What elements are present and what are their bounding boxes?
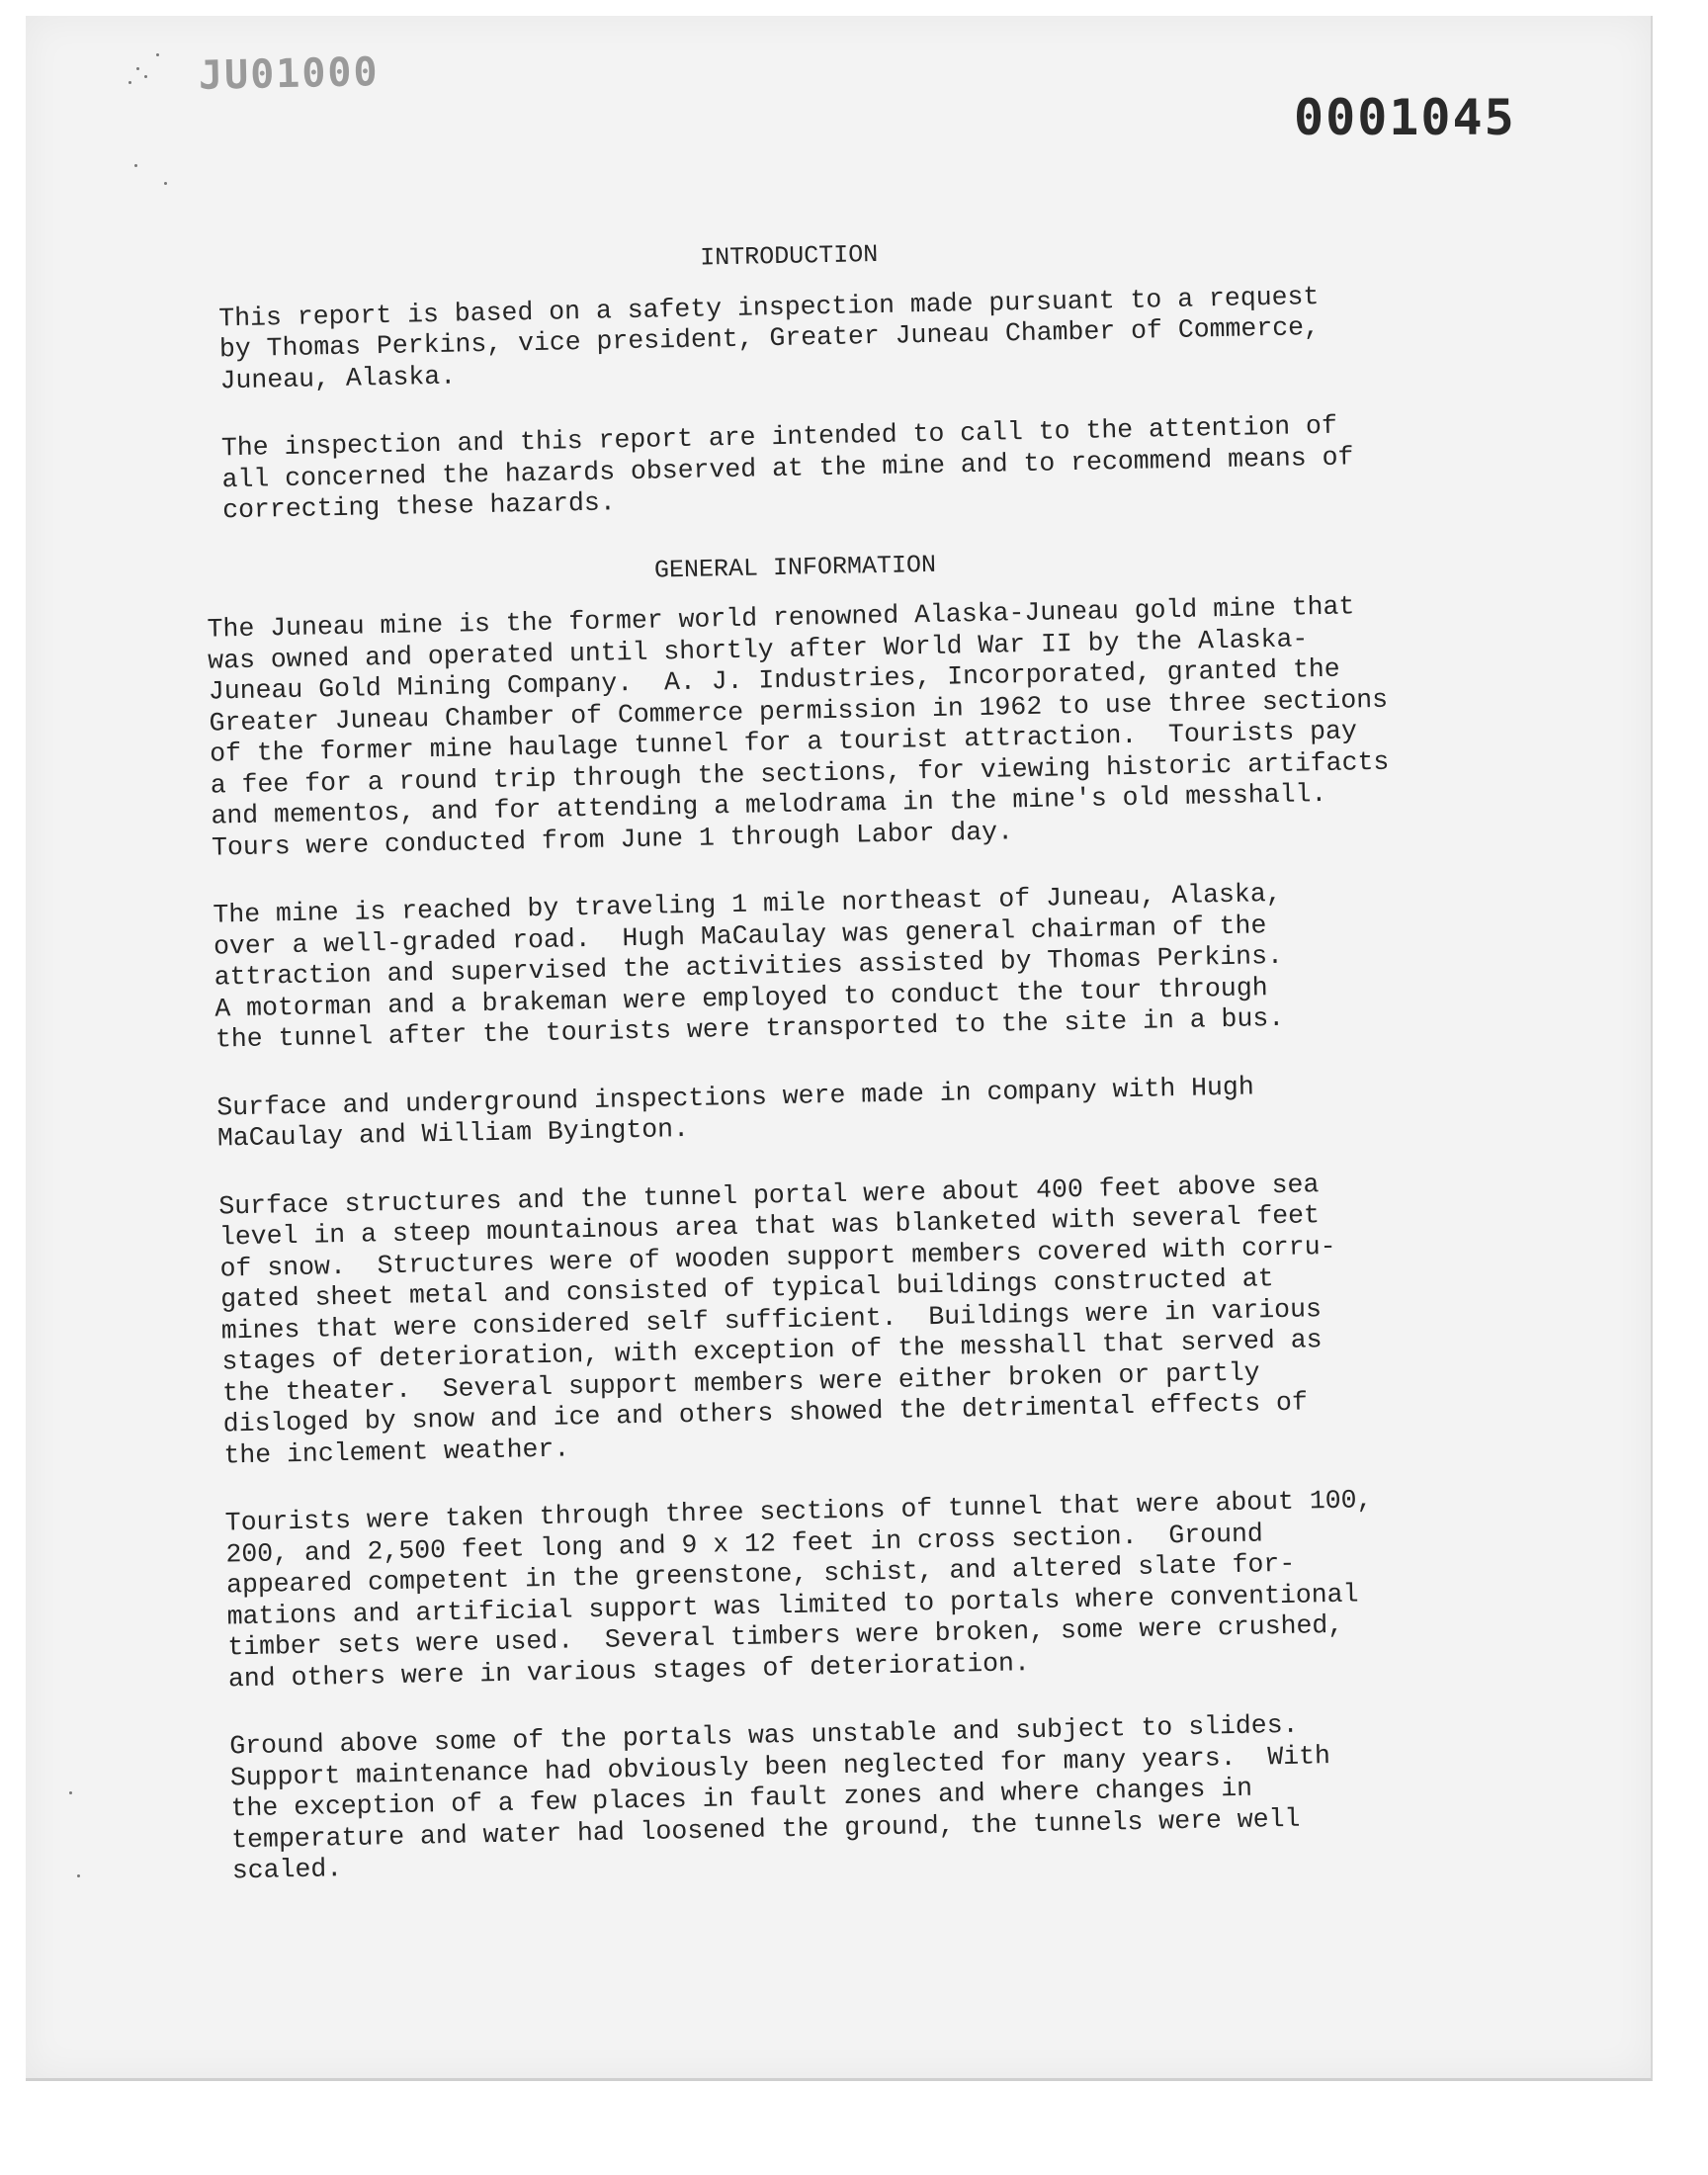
paragraph: Tourists were taken through three sections of tunnel that were about 100, 200, and 2,500 feet long and 9 x 12 feet in cross section. Ground appeared competent in the greenstone, schist, and altered slate for- mations and artificial support was limited to portals where conventional timber sets were used. Several timbers were broken, some were crushed, and others were in various stages of deterioration. [224,1485,1373,1694]
document-body [186,227,1504,1924]
paragraph: The inspection and this report are intended to call to the attention of all concerned the hazards observed at the mine and to recommend means of correcting these hazards. [220,410,1354,526]
scan-speck [144,75,147,78]
paragraph: The mine is reached by traveling 1 mile northeast of Juneau, Alaska, over a well-graded road. Hugh MaCaulay was general chairman of the attraction and supervised the activities assisted by Thomas Perkins. A motorman and a brakeman were employed to conduct the tour through the tunnel after the tourists were transported to the site in a bus. [213,878,1285,1055]
paragraph: The Juneau mine is the former world renowned Alaska-Juneau gold mine that was owned and operated until shortly after World War II by the Alaska- Juneau Gold Mining Company. A. J. Industries, Incorporated, granted the Greater Juneau Chamber of Commerce permission in 1962 to use three sections of the former mine haulage tunnel for a tourist attraction. Tourists pay a fee for a round trip through the sections, for viewing historic artifacts and mementos, and for attending a melodrama in the mine's old messhall. Tours were conducted from June 1 through Labor day. [207,591,1390,863]
section-heading-introduction: INTRODUCTION [699,239,879,273]
paragraph: Ground above some of the portals was unstable and subject to slides. Support maintenance had obviously been neglected for many years. With the exception of a few places in fault zones and where changes in temperature and water had loosened the ground, the tunnels were well scaled. [229,1709,1331,1886]
scan-speck [156,53,159,56]
scan-speck [128,81,131,84]
scan-speck [77,1874,80,1877]
scan-speck [164,182,167,185]
paragraph: This report is based on a safety inspection made pursuant to a request by Thomas Perkins, vice president, Greater Juneau Chamber of Commerce, Juneau, Alaska. [218,281,1321,395]
scan-speck [134,164,137,167]
scan-speck [69,1791,72,1794]
document-page [26,16,1653,2081]
paragraph: Surface and underground inspections were made in company with Hugh MaCaulay and William Byington. [216,1071,1255,1154]
page-number-stamp: 0001045 [1294,89,1516,146]
scan-speck [136,67,139,70]
file-number-stamp: JU01000 [198,49,381,99]
paragraph: Surface structures and the tunnel portal were about 400 feet above sea level in a steep mountainous area that was blanketed with several feet of snow. Structures were of wooden support members covered with corru- gated sheet metal and consisted of typical buildings constructed at mines that were considered self sufficient. Buildings were in various stages of deterioration, with exception of the messhall that served as the theater. Several support members were either broken or partly disloged by snow and ice and others showed the detrimental effects of the inclement weather. [218,1169,1336,1470]
section-heading-general-information: GENERAL INFORMATION [653,550,937,585]
